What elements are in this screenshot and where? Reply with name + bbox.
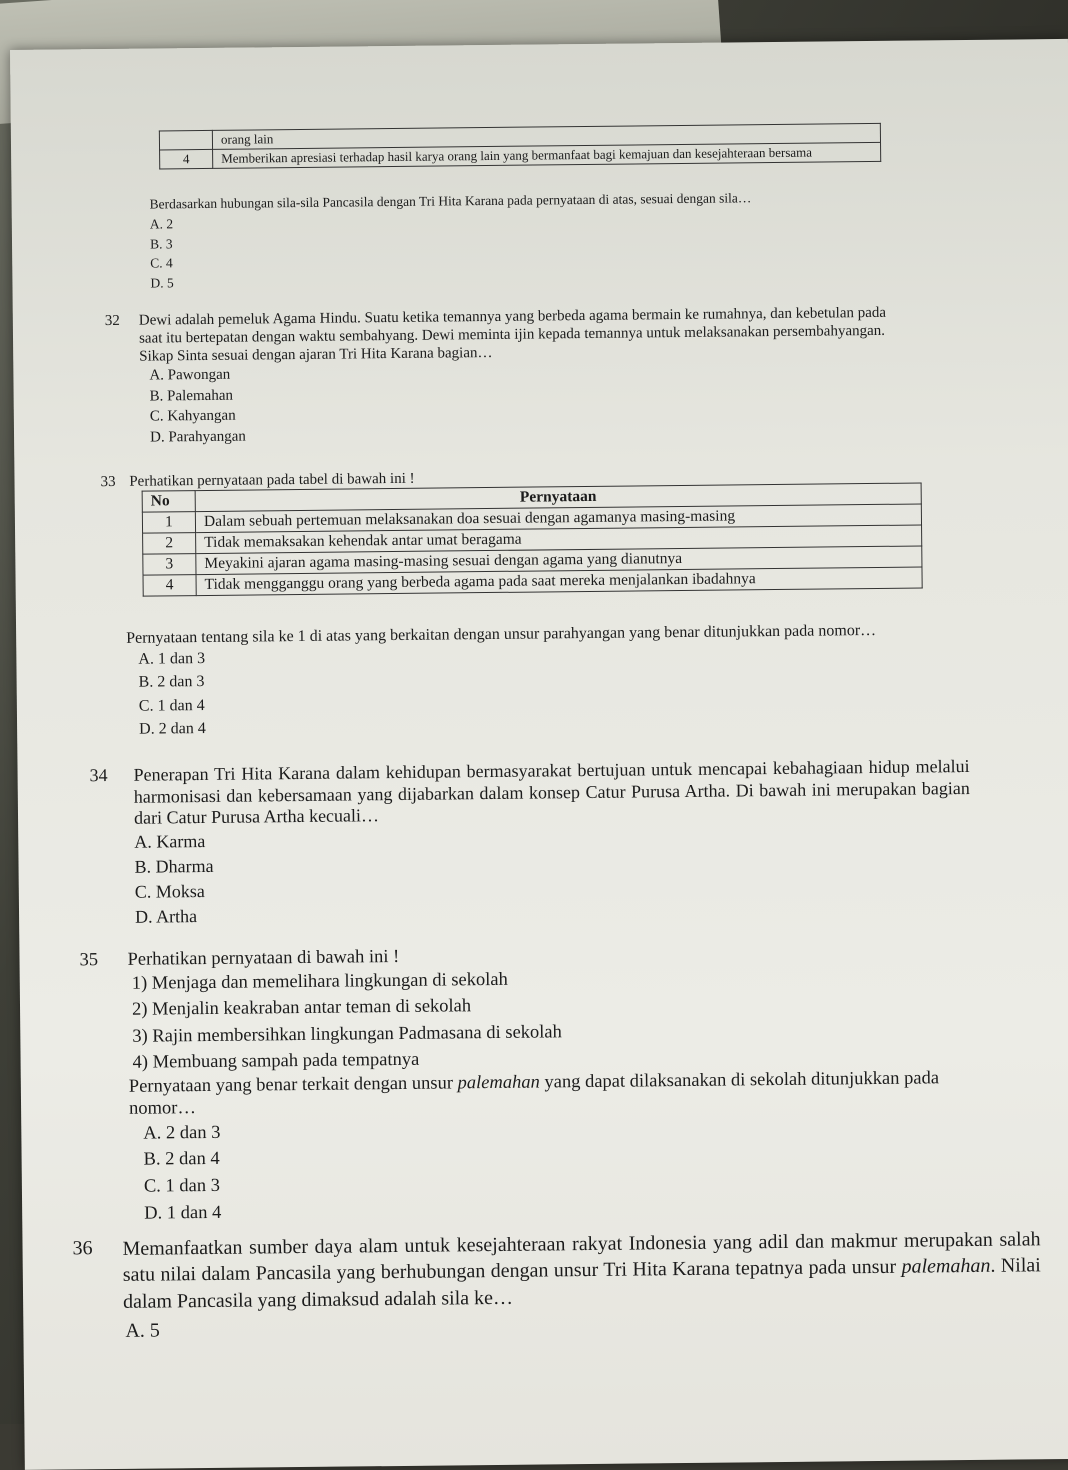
option-b[interactable]: B. Dharma (134, 855, 214, 877)
question-stem: Penerapan Tri Hita Karana dalam kehidupan bermasyarakat bertujuan untuk mencapai kebahagiaan hidup melalui harmonisasi dan kebersamaan yang dijabarkan dalam konsep Catur Purusa Artha. Di bawah ini merupakan bagian dari Catur Purusa Artha kecuali… (133, 755, 970, 828)
option-b[interactable]: B. 2 dan 3 (138, 673, 205, 692)
question-stem: Dewi adalah pemeluk Agama Hindu. Suatu ketika temannya yang berbeda agama bermain ke rumahnya, dan kebetulan pada saat itu bertepatan dengan waktu sembahyang. Dewi meminta ijin kepada temannya untuk melaksanakan persembahyangan. Sikap Sinta sesuai dengan ajaran Tri Hita Karana bagian… (138, 304, 887, 365)
option-d[interactable]: D. 1 dan 4 (144, 1202, 222, 1224)
option-c[interactable]: C. 4 (150, 255, 173, 271)
option-d[interactable]: D. 5 (150, 275, 174, 291)
question-number: 34 (89, 765, 108, 786)
table-cell-no: 4 (143, 575, 196, 597)
table-cell-no: 2 (143, 533, 196, 555)
table-cell-statement: Meyakini ajaran agama masing-masing sesuai dengan agama yang dianutnya (196, 546, 922, 575)
question-31 (150, 189, 896, 293)
table-cell-no (159, 130, 212, 150)
table-cell-statement: orang lain (212, 123, 880, 149)
option-d[interactable]: D. Artha (134, 906, 198, 928)
answer-options (138, 639, 942, 740)
option-b[interactable]: B. 3 (149, 236, 173, 252)
option-c[interactable]: C. 1 dan 3 (143, 1176, 221, 1197)
question-stem: Berdasarkan hubungan sila-sila Pancasila dengan Tri Hita Karana pada pernyataan di atas, sesuai dengan sila… (149, 190, 752, 212)
question-32 (105, 304, 896, 449)
stem-text-after: yang dapat dilaksanakan di sekolah ditunjukkan pada nomor… (128, 1068, 940, 1120)
table-cell-statement: Memberikan apresiasi terhadap hasil karya orang lain yang bermanfaat bagi kemajuan dan kesejahteraan bersama (213, 142, 881, 168)
exam-paper (10, 39, 1068, 1470)
option-b[interactable]: B. Palemahan (149, 387, 234, 405)
answer-options (134, 821, 971, 930)
option-d[interactable]: D. Parahyangan (149, 428, 246, 446)
option-a[interactable]: A. Pawongan (149, 366, 231, 384)
table-cell-no: 4 (160, 149, 213, 169)
question-36 (72, 1226, 1041, 1343)
answer-options (143, 1112, 982, 1228)
stem-text-before: Memanfaatkan sumber daya alam untuk kesejahteraan rakyat Indonesia yang adil dan makmur merupakan salah satu nilai dalam Pancasila yang berhubungan dengan unsur Tri Hita Karana tepatnya pada unsur (122, 1228, 1041, 1287)
option-a[interactable]: A. Karma (134, 830, 206, 852)
table-cell-statement: Tidak mengganggu orang yang berbeda agama pada saat mereka menjalankan ibadahnya (196, 567, 922, 596)
statements-table (142, 482, 923, 596)
question-34 (89, 756, 971, 931)
table-cell-no: 3 (143, 554, 196, 576)
table-cell-statement: Tidak memaksakan kehendak antar umat beragama (196, 525, 922, 554)
question-number: 33 (100, 473, 116, 491)
option-d[interactable]: D. 2 dan 4 (139, 719, 206, 738)
table-cell-no: 1 (142, 512, 195, 534)
stem-italic-term: palemahan (457, 1072, 540, 1094)
list-item: 3) Rajin membersihkan lingkungan Padmasana di sekolah (132, 1021, 562, 1047)
answer-options (149, 358, 896, 449)
stem-text-before: Pernyataan yang benar terkait dengan unsur (128, 1073, 458, 1098)
stem-text-after: . Nilai dalam Pancasila yang dimaksud adalah sila ke… (122, 1254, 1041, 1313)
option-c[interactable]: C. Kahyangan (149, 408, 236, 425)
question-33 (126, 620, 942, 740)
question-stem: Pernyataan tentang sila ke 1 di atas yang berkaitan dengan unsur parahyangan yang benar ditunjukkan pada nomor… (126, 621, 877, 647)
list-item: 4) Membuang sampah pada tempatnya (132, 1049, 420, 1073)
previous-question-table (159, 123, 881, 170)
question-intro: Perhatikan pernyataan pada tabel di bawah ini ! (129, 470, 415, 490)
option-a[interactable]: A. 2 dan 3 (143, 1122, 221, 1144)
table-cell-statement: Dalam sebuah pertemuan melaksanakan doa sesuai dengan agamanya masing-masing (195, 504, 921, 533)
option-a[interactable]: A. 1 dan 3 (138, 650, 206, 668)
question-number: 32 (104, 312, 120, 330)
list-item: 2) Menjalin keakraban antar teman di sekolah (131, 996, 472, 1021)
stem-italic-term: palemahan (901, 1255, 991, 1279)
table-header-no: No (142, 491, 195, 513)
option-c[interactable]: C. Moksa (134, 881, 205, 902)
question-intro: Perhatikan pernyataan di bawah ini ! (127, 946, 400, 970)
answer-options (150, 207, 896, 293)
statement-list (132, 962, 981, 1076)
option-c[interactable]: C. 1 dan 4 (138, 696, 205, 715)
question-number: 36 (72, 1237, 93, 1260)
option-b[interactable]: B. 2 dan 4 (143, 1149, 220, 1171)
question-number: 35 (79, 950, 99, 971)
option-a[interactable]: A. 2 (149, 216, 174, 232)
answer-options (125, 1309, 1041, 1343)
question-stem (122, 1226, 1041, 1315)
question-35 (79, 940, 982, 1228)
table-header-statement: Pernyataan (195, 483, 921, 512)
option-a[interactable]: A. 5 (125, 1319, 160, 1343)
list-item: 1) Menjaga dan memelihara lingkungan di sekolah (131, 970, 508, 994)
